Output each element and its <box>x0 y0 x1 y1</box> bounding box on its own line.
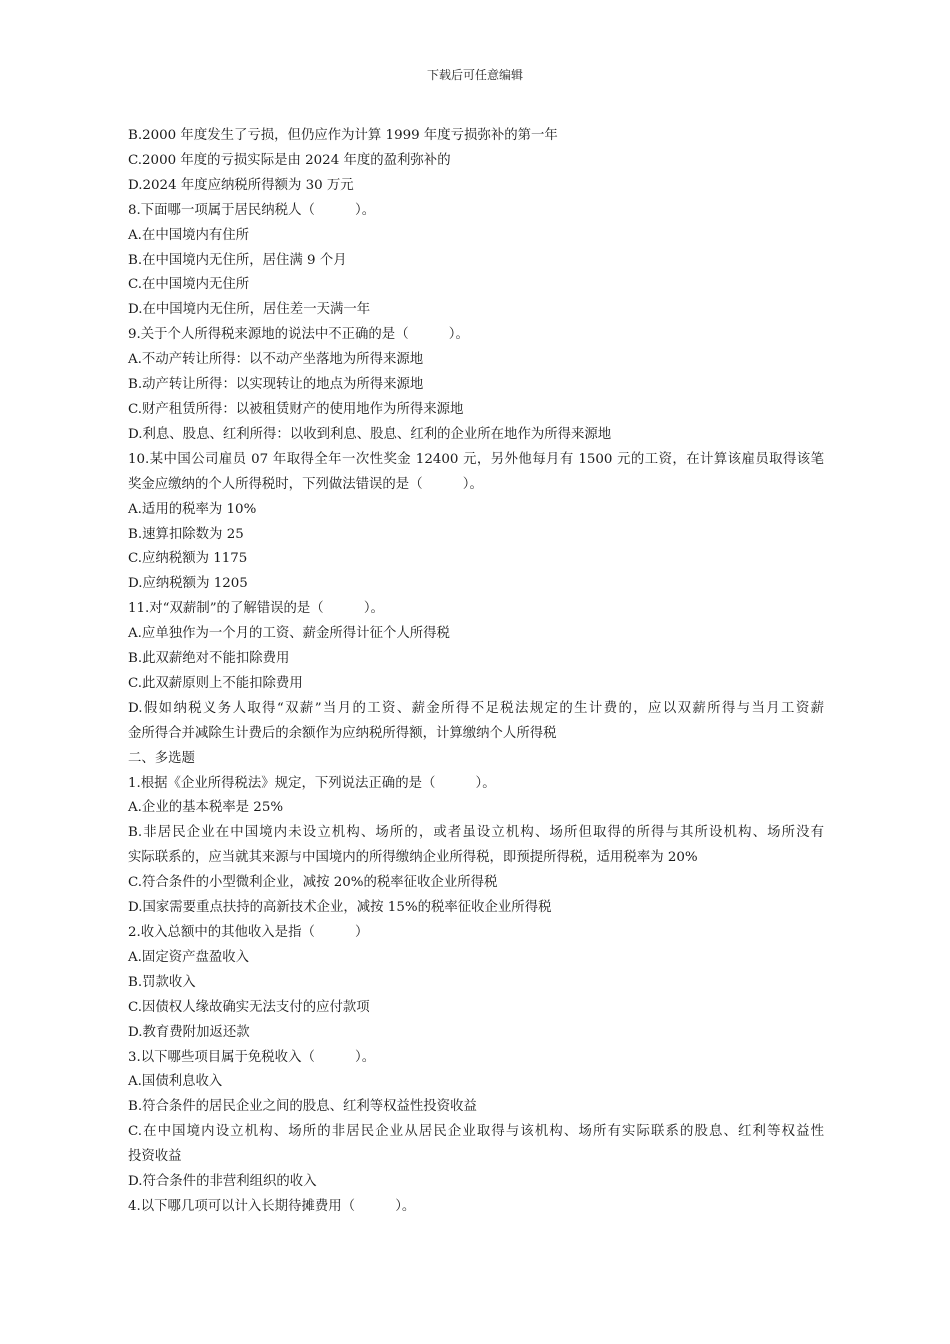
text-line: D.教育费附加返还款 <box>128 1024 250 1040</box>
text-line: A.固定资产盘盈收入 <box>128 949 250 965</box>
text-line: 2.收入总额中的其他收入是指（ ） <box>128 925 369 940</box>
text-line: C.应纳税额为 1175 <box>128 551 248 567</box>
page-header: 下载后可任意编辑 <box>426 68 523 82</box>
text-line: D.利息、股息、红利所得：以收到利息、股息、红利的企业所在地作为所得来源地 <box>128 426 612 442</box>
text-line: D.2024 年度应纳税所得额为 30 万元 <box>128 177 354 193</box>
document-body <box>128 124 824 1220</box>
text-line: C.财产租赁所得：以被租赁财产的使用地作为所得来源地 <box>128 401 464 417</box>
text-line: D.应纳税额为 1205 <box>128 576 248 592</box>
text-line: B.2000 年度发生了亏损，但仍应作为计算 1999 年度亏损弥补的第一年 <box>128 128 558 143</box>
text-line: A.不动产转让所得：以不动产坐落地为所得来源地 <box>128 352 424 368</box>
text-line: B.在中国境内无住所，居住满 9 个月 <box>128 252 347 268</box>
text-line: A.企业的基本税率是 25% <box>128 800 284 816</box>
text-line: C.因债权人缘故确实无法支付的应付款项 <box>128 999 370 1015</box>
text-line: 10.某中国公司雇员 07 年取得全年一次性奖金 12400 元，另外他每月有 1500 元的工资，在计算该雇员取得该笔 <box>128 451 824 467</box>
text-line: C.2000 年度的亏损实际是由 2024 年度的盈利弥补的 <box>128 152 451 168</box>
text-line: D.符合条件的非营利组织的收入 <box>128 1174 317 1190</box>
text-line: B.速算扣除数为 25 <box>128 526 244 542</box>
text-line: 3.以下哪些项目属于免税收入（ ）。 <box>128 1049 376 1065</box>
text-line: C.此双薪原则上不能扣除费用 <box>128 675 303 691</box>
text-line: D.国家需要重点扶持的高新技术企业，减按 15%的税率征收企业所得税 <box>128 900 552 916</box>
text-line: B.动产转让所得：以实现转让的地点为所得来源地 <box>128 377 424 393</box>
text-line: 奖金应缴纳的个人所得税时，下列做法错误的是（ ）。 <box>128 476 483 492</box>
text-line: A.适用的税率为 10% <box>128 501 257 517</box>
text-line: 投资收益 <box>128 1149 182 1165</box>
text-line: 4.以下哪几项可以计入长期待摊费用（ ）。 <box>128 1198 416 1214</box>
text-line: A.应单独作为一个月的工资、薪金所得计征个人所得税 <box>128 626 450 642</box>
text-line: 9.关于个人所得税来源地的说法中不正确的是（ ）。 <box>128 327 469 343</box>
text-line: 实际联系的，应当就其来源与中国境内的所得缴纳企业所得税，即预提所得税，适用税率为 20% <box>128 850 698 866</box>
text-line: D.假如纳税义务人取得“双薪”当月的工资、薪金所得不足税法规定的生计费的，应以双薪所得与当月工资薪 <box>128 700 824 716</box>
text-line: A.在中国境内有住所 <box>128 227 250 243</box>
text-line: A.国债利息收入 <box>128 1074 223 1090</box>
text-line: 1.根据《企业所得税法》规定，下列说法正确的是（ ）。 <box>128 775 496 791</box>
text-line: C.在中国境内设立机构、场所的非居民企业从居民企业取得与该机构、场所有实际联系的股息、红利等权益性 <box>128 1124 824 1140</box>
text-line: C.符合条件的小型微利企业，减按 20%的税率征收企业所得税 <box>128 875 498 891</box>
text-line: B.此双薪绝对不能扣除费用 <box>128 651 290 667</box>
text-line: 8.下面哪一项属于居民纳税人（ ）。 <box>128 202 376 218</box>
text-line: B.符合条件的居民企业之间的股息、红利等权益性投资收益 <box>128 1099 477 1115</box>
text-line: C.在中国境内无住所 <box>128 277 250 293</box>
text-line: 金所得合并减除生计费后的余额作为应纳税所得额，计算缴纳个人所得税 <box>128 725 557 741</box>
text-line: D.在中国境内无住所，居住差一天满一年 <box>128 302 371 318</box>
text-line: B.非居民企业在中国境内未设立机构、场所的，或者虽设立机构、场所但取得的所得与其所设机构、场所没有 <box>128 825 824 841</box>
text-line: 11.对“双薪制”的了解错误的是（ ）。 <box>128 601 384 617</box>
text-line: 二、多选题 <box>128 750 195 766</box>
text-line: B.罚款收入 <box>128 974 196 990</box>
